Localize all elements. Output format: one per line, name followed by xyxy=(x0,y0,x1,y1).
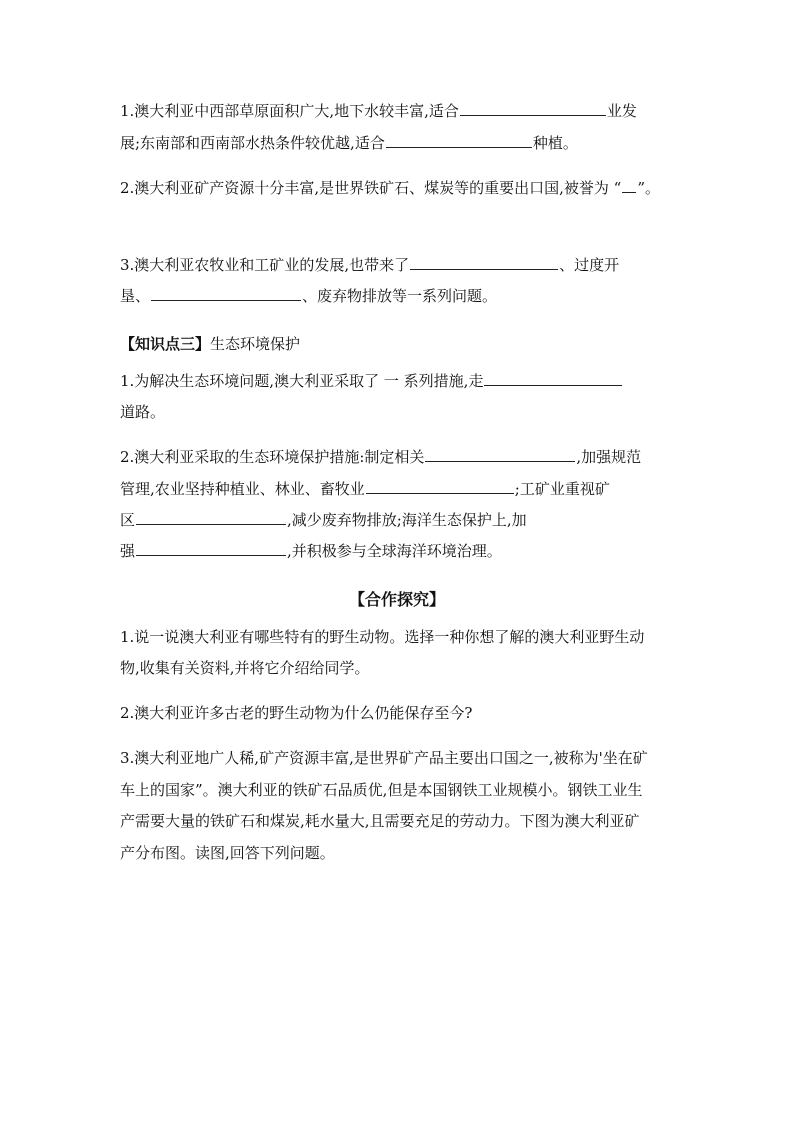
question-3-2-line-1 xyxy=(120,447,641,467)
section-heading-cooperation: 【合作探究】 xyxy=(348,590,445,609)
question-text: 一 xyxy=(383,372,399,390)
question-text: 2.澳大利亚采取的生态环境保护措施:制定相关 xyxy=(120,448,425,466)
heading-label: 【知识点三】 xyxy=(120,335,211,353)
question-text: 2.澳大利亚矿产资源十分丰富,是世界铁矿石、煤炭等的重要出口国,被誉为 xyxy=(120,179,609,197)
quote-open: “ xyxy=(613,179,622,197)
question-text: ,加强规范 xyxy=(576,448,642,466)
question-text: 1.澳大利亚中西部草原面积广大,地下水较丰富,适合 xyxy=(120,102,459,120)
quote-close: ”。 xyxy=(637,179,660,197)
coop-question-3-line-1: 3.澳大利亚地广人稀,矿产资源丰富,是世界矿产品主要出口国之一,被称为'坐在矿 xyxy=(120,749,648,767)
question-text: 、过度开 xyxy=(559,256,620,274)
answer-blank[interactable] xyxy=(425,447,575,462)
question-text: 业发 xyxy=(606,102,637,120)
answer-blank[interactable] xyxy=(366,479,514,494)
answer-blank[interactable] xyxy=(151,286,301,301)
answer-blank[interactable] xyxy=(386,133,532,148)
question-text: 展;东南部和西南部水热条件较优越,适合 xyxy=(120,134,385,152)
question-text: 系列措施,走 xyxy=(403,372,484,390)
coop-question-3-line-4: 产分布图。读图,回答下列问题。 xyxy=(120,844,335,862)
coop-question-3-line-3: 产需要大量的铁矿石和煤炭,耗水量大,且需要充足的劳动力。下图为澳大利亚矿 xyxy=(120,812,640,830)
question-2-3-line-2 xyxy=(120,286,497,306)
coop-question-2: 2.澳大利亚许多古老的野生动物为什么仍能保存至今? xyxy=(120,704,473,722)
question-text: ,并积极参与全球海洋环境治理。 xyxy=(287,542,502,560)
answer-blank[interactable] xyxy=(136,541,286,556)
question-2-1-line-2 xyxy=(120,133,578,153)
section-heading-knowledge-3 xyxy=(120,334,300,354)
question-text: 强 xyxy=(120,542,136,560)
question-2-2 xyxy=(120,178,660,198)
question-2-3-line-1 xyxy=(120,255,619,275)
question-text: 1.为解决生态环境问题,澳大利亚采取了 xyxy=(120,372,380,390)
question-text: 垦、 xyxy=(120,287,151,305)
question-text: 区 xyxy=(120,511,136,529)
question-text: 、废弃物排放等一系列问题。 xyxy=(302,287,498,305)
question-text: ,减少废弃物排放;海洋生态保护上,加 xyxy=(287,511,527,529)
question-3-1-line-1 xyxy=(120,371,623,391)
coop-question-1-line-1: 1.说一说澳大利亚有哪些特有的野生动物。选择一种你想了解的澳大利亚野生动 xyxy=(120,628,645,646)
question-text: ;工矿业重视矿 xyxy=(514,480,610,498)
question-3-1-line-2 xyxy=(120,402,165,422)
answer-blank[interactable] xyxy=(484,371,622,386)
question-3-2-line-3 xyxy=(120,510,527,530)
question-text: 种植。 xyxy=(532,134,578,152)
question-text: 道路。 xyxy=(120,403,166,421)
answer-blank[interactable] xyxy=(622,178,636,193)
coop-question-1-line-2: 物,收集有关资料,并将它介绍给同学。 xyxy=(120,659,370,677)
question-text: 3.澳大利亚农牧业和工矿业的发展,也带来了 xyxy=(120,256,410,274)
answer-blank[interactable] xyxy=(410,255,558,270)
answer-blank[interactable] xyxy=(460,101,606,116)
question-text: 管理,农业坚持种植业、林业、畜牧业 xyxy=(120,480,365,498)
coop-question-3-line-2: 车上的国家”。澳大利亚的铁矿石品质优,但是本国钢铁工业规模小。钢铁工业生 xyxy=(120,781,643,799)
question-3-2-line-4 xyxy=(120,541,502,561)
answer-blank[interactable] xyxy=(136,510,286,525)
heading-title: 生态环境保护 xyxy=(210,335,301,353)
question-2-1-line-1 xyxy=(120,101,637,121)
question-3-2-line-2 xyxy=(120,479,610,499)
